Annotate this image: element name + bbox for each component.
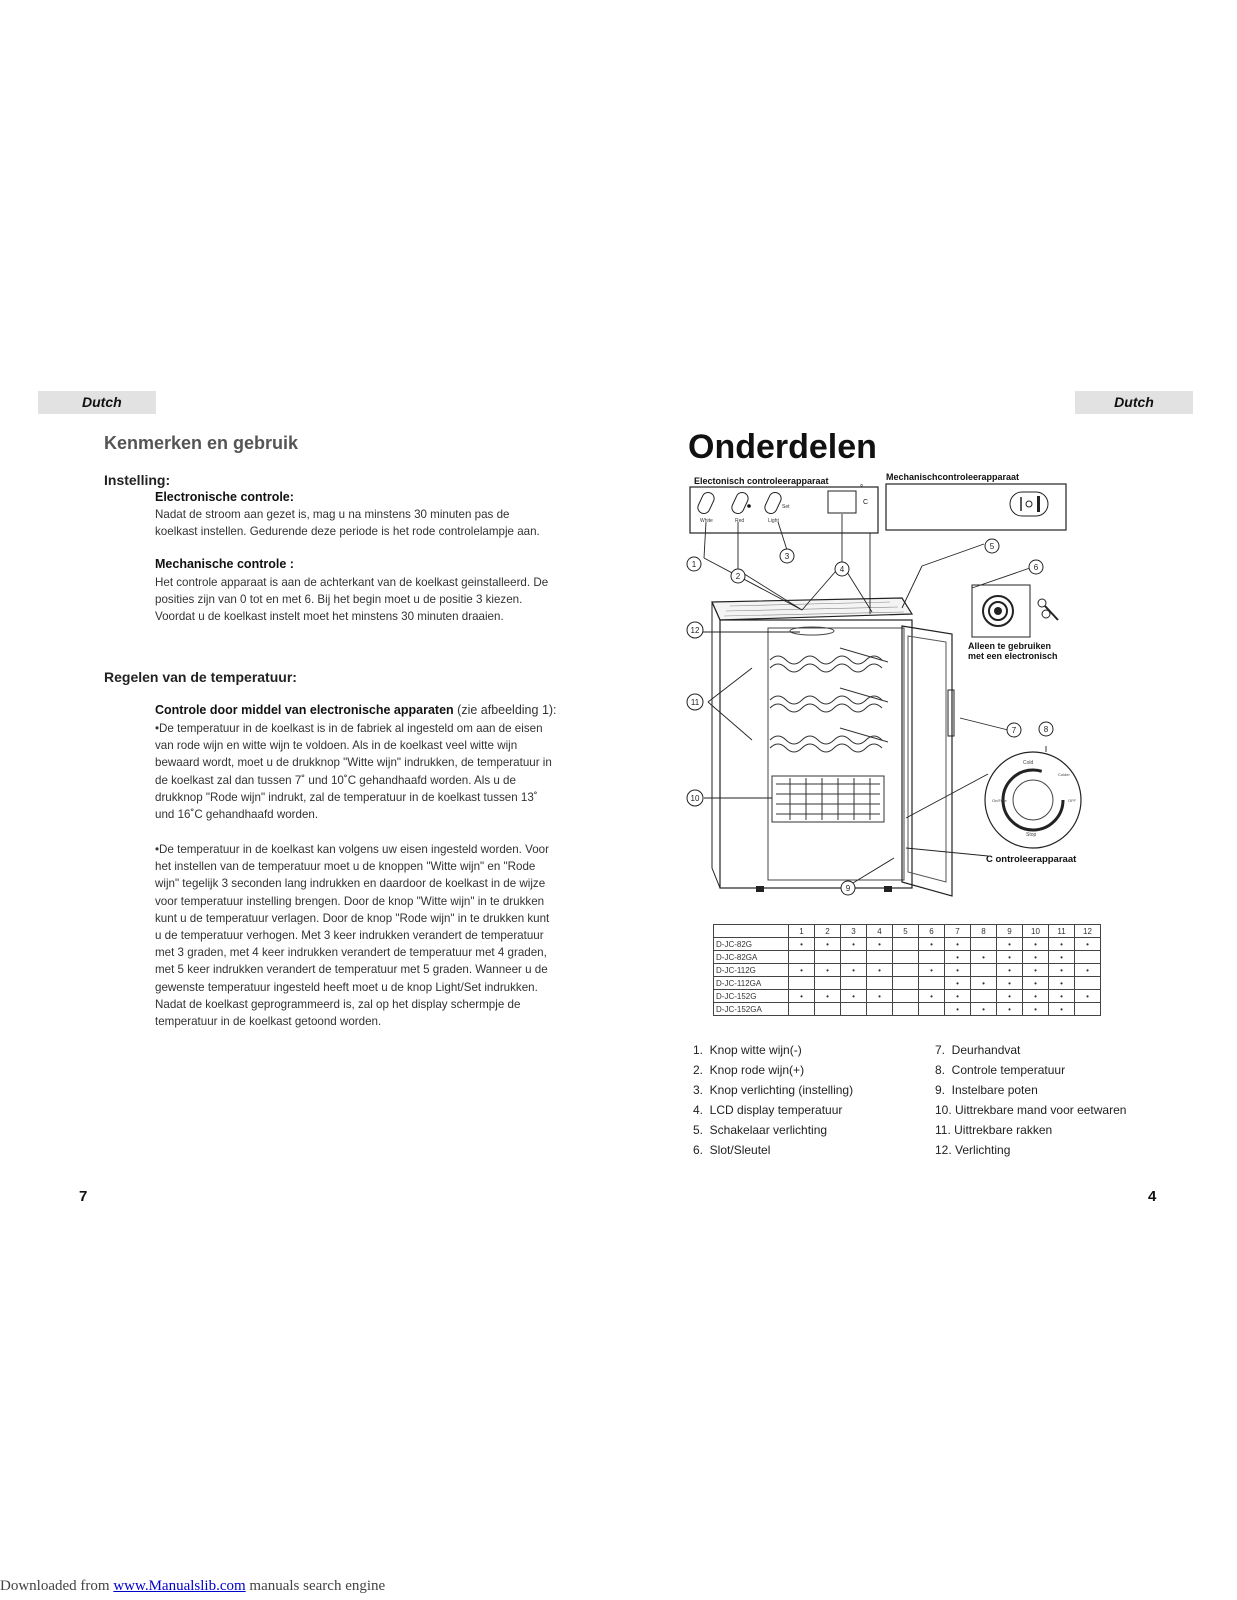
- feature-cell: •: [919, 938, 945, 951]
- svg-text:11: 11: [690, 698, 700, 707]
- cabinet-door: [902, 626, 952, 896]
- feature-cell: [789, 951, 815, 964]
- svg-text:3: 3: [784, 552, 790, 561]
- feature-cell: [893, 990, 919, 1003]
- legend-item: 5. Schakelaar verlichting: [693, 1123, 828, 1137]
- callout-4: [835, 562, 849, 576]
- feature-cell: [841, 1003, 867, 1016]
- mechanical-text: Het controle apparaat is aan de achterkant van de koelkast geinstalleerd. De posities zijn van 0 tot en met 6. Bij het begin moet u de positie 3 kiezen. Voordat u de koelkast instelt moet het minstens 30 minuten draaien.: [155, 576, 549, 624]
- column-header: 5: [893, 925, 919, 938]
- food-basket: [772, 776, 884, 822]
- control-heading: [155, 703, 575, 717]
- wine-cooler-diagram: [690, 472, 1110, 918]
- feature-cell: •: [997, 964, 1023, 977]
- model-name-cell: D-JC-82GA: [714, 951, 789, 964]
- dial-colder-label: Colder: [1058, 772, 1070, 777]
- svg-text:7: 7: [1011, 726, 1017, 735]
- dial-ring: [1003, 770, 1063, 830]
- door-glass: [908, 636, 946, 882]
- feature-cell: •: [997, 990, 1023, 1003]
- model-name-cell: D-JC-152GA: [714, 1003, 789, 1016]
- feature-cell: •: [971, 977, 997, 990]
- feature-cell: •: [945, 964, 971, 977]
- callout-9: [841, 881, 855, 895]
- column-header: 3: [841, 925, 867, 938]
- model-name-cell: D-JC-152G: [714, 990, 789, 1003]
- dial-stop-label: Stop: [1026, 832, 1037, 838]
- feature-cell: •: [1075, 990, 1101, 1003]
- unit-c: C: [863, 499, 869, 506]
- feature-cell: [893, 977, 919, 990]
- dial-knob: [1013, 780, 1053, 820]
- feature-cell: •: [1049, 951, 1075, 964]
- table-row: [714, 951, 1101, 964]
- set-button-label: Set: [782, 504, 790, 510]
- feature-cell: •: [867, 938, 893, 951]
- table-row: [714, 1003, 1101, 1016]
- dial-cold-label: Cold: [1023, 760, 1034, 766]
- svg-text:10: 10: [690, 794, 700, 803]
- feature-cell: •: [997, 977, 1023, 990]
- dial-off-label: OFF: [1068, 798, 1076, 803]
- feature-cell: •: [1023, 990, 1049, 1003]
- table-corner-cell: [714, 925, 789, 938]
- legend-item: 11. Uittrekbare rakken: [935, 1123, 1053, 1137]
- column-header: 6: [919, 925, 945, 938]
- svg-text:4: 4: [839, 565, 845, 574]
- electronic-panel: [690, 487, 878, 533]
- red-indicator-icon: [747, 504, 751, 508]
- column-header: 9: [997, 925, 1023, 938]
- feature-cell: [1075, 977, 1101, 990]
- feature-cell: [919, 1003, 945, 1016]
- feature-cell: •: [997, 1003, 1023, 1016]
- temperature-heading: Regelen van de temperatuur:: [104, 669, 297, 685]
- table-header-row: [714, 925, 1101, 938]
- feature-cell: •: [919, 990, 945, 1003]
- parts-legend-right: [935, 1040, 1126, 1160]
- feature-cell: •: [997, 938, 1023, 951]
- svg-text:8: 8: [1043, 725, 1049, 734]
- white-button-icon: [696, 490, 716, 515]
- legend-item: 8. Controle temperatuur: [935, 1063, 1066, 1077]
- legend-item: 1. Knop witte wijn(-): [693, 1043, 802, 1057]
- callout-11: [687, 694, 703, 710]
- mechanical-heading: Mechanische controle :: [155, 557, 294, 571]
- feature-cell: [893, 1003, 919, 1016]
- control-heading-ref: (zie afbeelding 1):: [453, 703, 557, 717]
- footer-suffix: manuals search engine: [245, 1578, 386, 1594]
- feature-cell: •: [789, 938, 815, 951]
- feature-cell: [789, 1003, 815, 1016]
- feature-cell: [1075, 1003, 1101, 1016]
- feature-cell: [867, 977, 893, 990]
- feature-cell: •: [841, 990, 867, 1003]
- feature-cell: •: [1049, 990, 1075, 1003]
- feature-cell: •: [789, 964, 815, 977]
- callout-5: [985, 539, 999, 553]
- setting-heading: Instelling:: [104, 472, 171, 488]
- table-row: [714, 964, 1101, 977]
- feature-cell: •: [945, 938, 971, 951]
- table-row: [714, 938, 1101, 951]
- feature-cell: •: [841, 938, 867, 951]
- feature-cell: •: [815, 938, 841, 951]
- column-header: 12: [1075, 925, 1101, 938]
- parts-legend-left: [693, 1040, 853, 1160]
- language-tab-right: Dutch: [1075, 391, 1193, 414]
- feature-cell: •: [1075, 938, 1101, 951]
- feature-cell: [815, 977, 841, 990]
- language-tab-left: Dutch: [38, 391, 156, 414]
- control-heading-text: Controle door middel van electronische apparaten: [155, 703, 454, 717]
- feature-cell: •: [1023, 1003, 1049, 1016]
- svg-text:5: 5: [989, 542, 995, 551]
- legend-item: 4. LCD display temperatuur: [693, 1103, 843, 1117]
- feature-cell: •: [1049, 1003, 1075, 1016]
- legend-item: 7. Deurhandvat: [935, 1043, 1021, 1057]
- feature-cell: •: [867, 990, 893, 1003]
- page-number-left: 7: [79, 1188, 88, 1205]
- light-switch: [1010, 492, 1048, 516]
- column-header: 11: [1049, 925, 1075, 938]
- legend-item: 10. Uittrekbare mand voor eetwaren: [935, 1103, 1127, 1117]
- legend-item: 6. Slot/Sleutel: [693, 1143, 771, 1157]
- only-electronic-line1: Alleen te gebruiken: [968, 641, 1052, 651]
- leader-lines: [702, 514, 1046, 886]
- feature-cell: •: [1023, 951, 1049, 964]
- manualslib-link[interactable]: www.Manualslib.com: [113, 1578, 246, 1594]
- white-button-label: White: [700, 518, 713, 524]
- c-control-label: C ontroleerapparaat: [986, 854, 1077, 865]
- page-number-right: 4: [1148, 1188, 1157, 1205]
- feature-cell: [841, 951, 867, 964]
- column-header: 8: [971, 925, 997, 938]
- feature-cell: •: [1049, 964, 1075, 977]
- callout-7: [1007, 723, 1021, 737]
- lcd-display: [828, 491, 856, 513]
- legend-item: 9. Instelbare poten: [935, 1083, 1038, 1097]
- feature-cell: [867, 951, 893, 964]
- wine-shelves: [770, 648, 888, 752]
- table-row: [714, 977, 1101, 990]
- feature-cell: •: [945, 951, 971, 964]
- callout-10: [687, 790, 703, 806]
- svg-text:2: 2: [735, 572, 741, 581]
- light-button-label: Light: [768, 518, 779, 524]
- callout-2: [731, 569, 745, 583]
- download-footer: [0, 1578, 385, 1595]
- table-row: [714, 990, 1101, 1003]
- feature-cell: •: [815, 964, 841, 977]
- mechanical-panel-label: Mechanischcontroleerapparaat: [886, 472, 1020, 482]
- feature-cell: [971, 964, 997, 977]
- light-button-icon: [763, 490, 783, 515]
- foot-left: [756, 886, 764, 892]
- footer-prefix: Downloaded from: [0, 1578, 114, 1594]
- feature-cell: •: [945, 1003, 971, 1016]
- legend-item: 2. Knop rode wijn(+): [693, 1063, 805, 1077]
- feature-cell: [815, 1003, 841, 1016]
- feature-cell: •: [841, 964, 867, 977]
- electronic-heading: Electronische controle:: [155, 490, 294, 504]
- only-electronic-line2: met een electronisch: [968, 651, 1058, 661]
- feature-cell: [919, 977, 945, 990]
- cabinet-side: [712, 602, 720, 888]
- switch-circle-icon: [1026, 501, 1032, 507]
- model-feature-table: [713, 924, 1101, 1016]
- callout-12: [687, 622, 703, 638]
- feature-cell: •: [1023, 964, 1049, 977]
- feature-cell: [815, 951, 841, 964]
- feature-cell: [919, 951, 945, 964]
- model-name-cell: D-JC-112GA: [714, 977, 789, 990]
- feature-cell: [893, 951, 919, 964]
- degree-symbol: °: [860, 483, 864, 492]
- column-header: 4: [867, 925, 893, 938]
- feature-cell: [841, 977, 867, 990]
- callout-6: [1029, 560, 1043, 574]
- legend-item: 12. Verlichting: [935, 1143, 1011, 1157]
- feature-cell: •: [789, 990, 815, 1003]
- feature-cell: •: [867, 964, 893, 977]
- switch-slot-icon: [1037, 496, 1040, 512]
- bullet-paragraph-2: •De temperatuur in de koelkast kan volgens uw eisen ingesteld worden. Voor het instellen van de temperatuur moet u de knoppen "Witte wijn" en "Rode wijn" tegelijk 3 seconden lang indrukken en daardoor de koelkast in de wijze voor temperatuur instelling brengen. Door de knop "Witte wijn" in te drukken kunt u de temperatuur verlagen. Door de knop "Rode wijn" in te drukken kunt u de temperatuur verhogen. Met 3 keer indrukken verandert de temperatuur met 3 graden, met 4 keer indrukken verandert de temperatuur met 4 graden, met 5 keer indrukken verandert de temperatuur met 5 graden. Wanneer u de gewenste temperatuur ingesteld heeft moet u de knop Light/Set indrukken. Nadat de koelkast geprogrammeerd is, zal op het display schermpje de temperatuur in de koelkast getoond worden.: [155, 843, 550, 1029]
- feature-cell: •: [1023, 938, 1049, 951]
- feature-cell: [893, 938, 919, 951]
- key-icon: [1038, 599, 1058, 620]
- feature-cell: •: [997, 951, 1023, 964]
- feature-cell: •: [919, 964, 945, 977]
- column-header: 2: [815, 925, 841, 938]
- svg-text:12: 12: [690, 626, 700, 635]
- feature-cell: •: [1023, 977, 1049, 990]
- foot-right: [884, 886, 892, 892]
- feature-cell: •: [945, 990, 971, 1003]
- bullet-paragraph-1: •De temperatuur in de koelkast is in de fabriek al ingesteld om aan de eisen van rode wijn en witte wijn te voldoen. Als in de koelkast veel witte wijn bewaard wordt, moet u de drukknop "Witte wijn" indrukken, de temperatuur in de koelkast zal dan tussen 7˚ und 10˚C gehandhaafd worden. Als u de drukknop "Rode wijn" indrukt, zal de temperatuur in de koelkast tussen 13˚ und 16˚C gehandhaafd worden.: [155, 722, 552, 822]
- feature-cell: •: [815, 990, 841, 1003]
- callout-8: [1039, 722, 1053, 736]
- model-name-cell: D-JC-112G: [714, 964, 789, 977]
- page-title-right: Onderdelen: [688, 428, 877, 466]
- red-button-icon: [730, 490, 750, 515]
- feature-cell: [971, 938, 997, 951]
- electronic-panel-label: Electonisch controleerapparaat: [694, 476, 829, 486]
- svg-text:9: 9: [845, 884, 851, 893]
- model-name-cell: D-JC-82G: [714, 938, 789, 951]
- feature-cell: •: [1049, 938, 1075, 951]
- red-button-label: Red: [735, 518, 745, 524]
- svg-text:6: 6: [1033, 563, 1039, 572]
- callout-3: [780, 549, 794, 563]
- dial-onfree-label: On/Free: [992, 798, 1007, 803]
- feature-cell: [1075, 951, 1101, 964]
- feature-cell: •: [1049, 977, 1075, 990]
- callout-1: [687, 557, 701, 571]
- feature-cell: •: [971, 1003, 997, 1016]
- feature-cell: [893, 964, 919, 977]
- feature-cell: •: [971, 951, 997, 964]
- legend-item: 3. Knop verlichting (instelling): [693, 1083, 854, 1097]
- feature-cell: •: [1075, 964, 1101, 977]
- feature-cell: [789, 977, 815, 990]
- door-handle: [948, 690, 954, 736]
- feature-cell: •: [945, 977, 971, 990]
- feature-cell: [867, 1003, 893, 1016]
- electronic-text: Nadat de stroom aan gezet is, mag u na minstens 30 minuten pas de koelkast instellen. Gedurende deze periode is het rode controlelampje aan.: [155, 508, 540, 539]
- column-header: 7: [945, 925, 971, 938]
- page-title-left: Kenmerken en gebruik: [104, 433, 299, 453]
- svg-text:1: 1: [691, 560, 697, 569]
- column-header: 10: [1023, 925, 1049, 938]
- column-header: 1: [789, 925, 815, 938]
- feature-cell: [971, 990, 997, 1003]
